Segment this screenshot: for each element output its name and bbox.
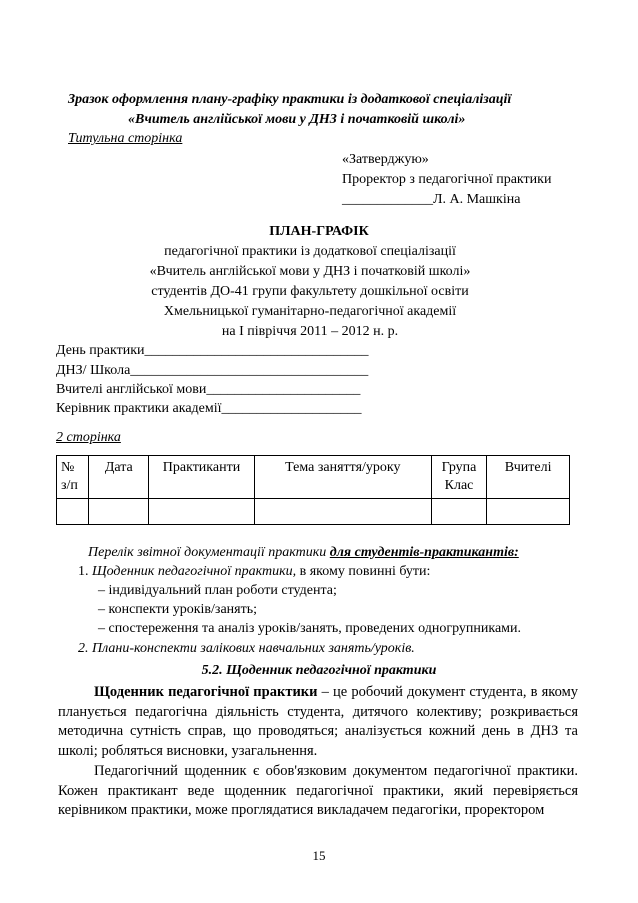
page2-label: 2 сторінка [56, 430, 121, 445]
col-topic: Тема заняття/уроку [254, 456, 431, 499]
field-school: ДНЗ/ Школа__________________________________ [56, 363, 369, 378]
p2-text: Педагогічний щоденник є обов'язковим документом педагогічної практики. Кожен практикант веде щоденник педагогічної практики, який перевіряється керівником практики, може проглядатися викладачем педагогіки, проректором [58, 763, 578, 818]
field-practice-day: День практики________________________________ [56, 343, 369, 358]
field-teachers: Вчителі англійської мови______________________ [56, 382, 361, 397]
page-number: 15 [312, 848, 326, 863]
table-cell [487, 499, 570, 525]
plan-line: «Вчитель англійської мови у ДНЗ і початковій школі» [149, 264, 471, 279]
title-page-label: Титульна сторінка [68, 131, 183, 146]
approval-signature: _____________Л. А. Машкіна [342, 192, 521, 207]
docs-intro-emph: для студентів-практикантів: [329, 545, 519, 560]
schedule-table [56, 455, 570, 525]
table-row [57, 499, 570, 525]
p1-rest: – це робочий документ студента, в якому планується педагогічна діяльність студента, дитячого колективу; розкривається методична сутність справ, що проводяться; аналізується кожний день в ДНЗ та школі; робляться висновки, узагальнення. [58, 684, 578, 759]
section-paragraph-2 [58, 762, 578, 821]
table-cell [149, 499, 255, 525]
docs-item-1 [78, 564, 430, 580]
docs-dash-item: – спостереження та аналіз уроків/занять, проведених одногрупниками. [98, 621, 522, 636]
docs-dash-item: – індивідуальний план роботи студента; [98, 583, 337, 598]
header-line-2: «Вчитель англійської мови у ДНЗ і початковій школі» [128, 112, 466, 127]
col-teachers: Вчителі [487, 456, 570, 499]
docs-dash-item: – конспекти уроків/занять; [98, 602, 257, 617]
table-header-row [57, 456, 570, 499]
item-rest: в якому повинні бути: [296, 564, 431, 579]
section-paragraph-1 [58, 683, 578, 761]
col-date: Дата [89, 456, 149, 499]
header-line-1: Зразок оформлення плану-графіку практики із додаткової спеціалізації [68, 92, 512, 107]
plan-line: педагогічної практики із додаткової спеціалізації [164, 244, 456, 259]
col-interns: Практиканти [149, 456, 255, 499]
plan-line: Хмельницької гуманітарно-педагогічної академії [163, 304, 457, 319]
docs-intro-prefix: Перелік звітної документації практики [88, 545, 330, 560]
table-cell [89, 499, 149, 525]
plan-title: ПЛАН-ГРАФІК [269, 224, 369, 239]
item-italic: Щоденник педагогічної практики, [92, 564, 297, 579]
item-number: 1. [78, 564, 89, 579]
table-cell [57, 499, 89, 525]
table-cell [431, 499, 486, 525]
docs-intro [88, 545, 519, 561]
docs-item-2: 2. Плани-конспекти залікових навчальних занять/уроків. [78, 641, 415, 656]
col-number: № з/п [57, 456, 89, 499]
table-cell [254, 499, 431, 525]
plan-line: студентів ДО-41 групи факультету дошкільної освіти [151, 284, 469, 299]
approval-position: Проректор з педагогічної практики [342, 172, 552, 187]
plan-line: на І півріччя 2011 – 2012 н. р. [221, 324, 399, 339]
approval-approve: «Затверджую» [342, 152, 429, 167]
section-heading: 5.2. Щоденник педагогічної практики [201, 663, 437, 678]
col-group: Група Клас [431, 456, 486, 499]
p1-bold: Щоденник педагогічної практики [94, 684, 318, 700]
field-supervisor: Керівник практики академії____________________ [56, 401, 362, 416]
